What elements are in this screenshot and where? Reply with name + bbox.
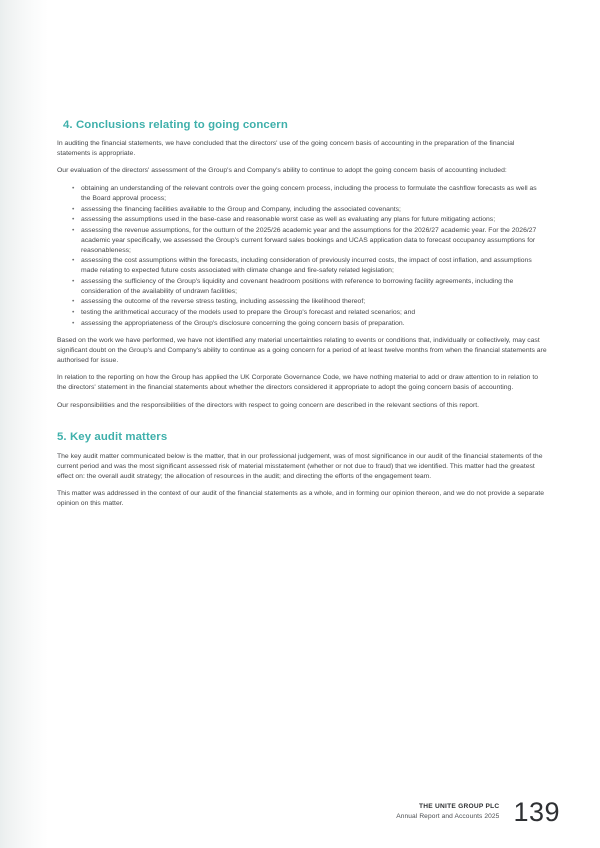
list-item-text: assessing the outcome of the reverse stress testing, including assessing the likelihood thereof;: [81, 298, 366, 306]
list-item: [57, 277, 547, 297]
list-item-text: assessing the cost assumptions within the forecasts, including consideration of previously incurred costs, the impact of cost inflation, and assumptions made relating to expected future costs associated with climate change and fire-safety related legislation;: [81, 257, 532, 275]
list-item-text: testing the arithmetical accuracy of the models used to prepare the Group's forecast and related scenarios; and: [81, 309, 416, 317]
list-item: [57, 256, 547, 276]
list-item: [57, 226, 547, 256]
list-item: [57, 297, 547, 307]
page-content: [57, 118, 547, 517]
list-item: [57, 308, 547, 318]
list-item: [57, 205, 547, 215]
bullet-icon: •: [72, 257, 75, 265]
list-item: [57, 215, 547, 225]
list-item-text: obtaining an understanding of the relevant controls over the going concern process, including the process to formulate the cashflow forecasts as well as the Board approval process;: [81, 184, 537, 203]
paragraph: In auditing the financial statements, we have concluded that the directors' use of the going concern basis of accounting in the preparation of the financial statements is appropriate.: [57, 139, 515, 157]
footer-text-block: [396, 798, 499, 822]
list-item-text: assessing the financing facilities available to the Group and Company, including the associated covenants;: [81, 205, 401, 213]
footer-report-title: Annual Report and Accounts 2025: [396, 813, 500, 820]
bullet-icon: •: [72, 277, 75, 285]
list-item-text: assessing the sufficiency of the Group's liquidity and covenant headroom positions with reference to borrowing facility agreements, including the consideration of the availability of undrawn facilities;: [81, 277, 514, 295]
list-item: [57, 319, 547, 329]
paragraph: Based on the work we have performed, we have not identified any material uncertainties relating to events or conditions that, individually or collectively, may cast significant doubt on the Group's and Company's ability to continue as a going concern for a period of at least twelve months from when the financial statements are authorised for issue.: [57, 336, 547, 364]
footer-company-name: THE UNITE GROUP PLC: [418, 803, 500, 810]
bullet-icon: •: [72, 309, 75, 317]
paragraph: This matter was addressed in the context of our audit of the financial statements as a whole, and in forming our opinion thereon, and we do not provide a separate opinion on this matter.: [57, 490, 545, 508]
list-item-text: assessing the appropriateness of the Group's disclosure concerning the going concern basis of preparation.: [81, 319, 405, 327]
going-concern-procedures-list: [57, 184, 547, 329]
page-number: 139: [513, 797, 560, 827]
page-footer: [0, 798, 560, 826]
bullet-icon: •: [72, 319, 75, 327]
section-heading-conclusions-going-concern: 4. Conclusions relating to going concern: [63, 119, 288, 131]
bullet-icon: •: [72, 216, 75, 224]
paragraph: In relation to the reporting on how the Group has applied the UK Corporate Governance Code, we have nothing material to add or draw attention to in relation to the directors' statement in the financial statements about whether the directors considered it appropriate to adopt the going concern basis of accounting.: [57, 374, 538, 392]
list-item-text: assessing the revenue assumptions, for the outturn of the 2025/26 academic year and the assumptions for the 2026/27 academic year. For the 2026/27 academic year specifically, we assessed the Group's current forward sales bookings and UCAS application data to forecast occupancy assumptions for reasonableness;: [81, 226, 537, 254]
bullet-icon: •: [72, 205, 75, 213]
list-item: [57, 184, 547, 204]
bullet-icon: •: [72, 226, 75, 234]
bullet-icon: •: [72, 298, 75, 306]
paragraph: Our responsibilities and the responsibilities of the directors with respect to going concern are described in the relevant sections of this report.: [57, 401, 480, 409]
list-item-text: assessing the assumptions used in the base-case and reasonable worst case as well as evaluating any plans for future mitigating actions;: [81, 216, 496, 224]
section-heading-key-audit-matters: 5. Key audit matters: [57, 430, 168, 443]
paragraph: The key audit matter communicated below is the matter, that in our professional judgement, was of most significance in our audit of the financial statements of the current period and was the most significant assessed risk of material misstatement (whether or not due to fraud) that we identified. This matter had the greatest effect on: the overall audit strategy; the allocation of resources in the audit; and directing the efforts of the engagement team.: [57, 452, 543, 480]
bullet-icon: •: [72, 184, 75, 192]
paragraph: Our evaluation of the directors' assessment of the Group's and Company's ability to continue to adopt the going concern basis of accounting included:: [57, 167, 507, 175]
